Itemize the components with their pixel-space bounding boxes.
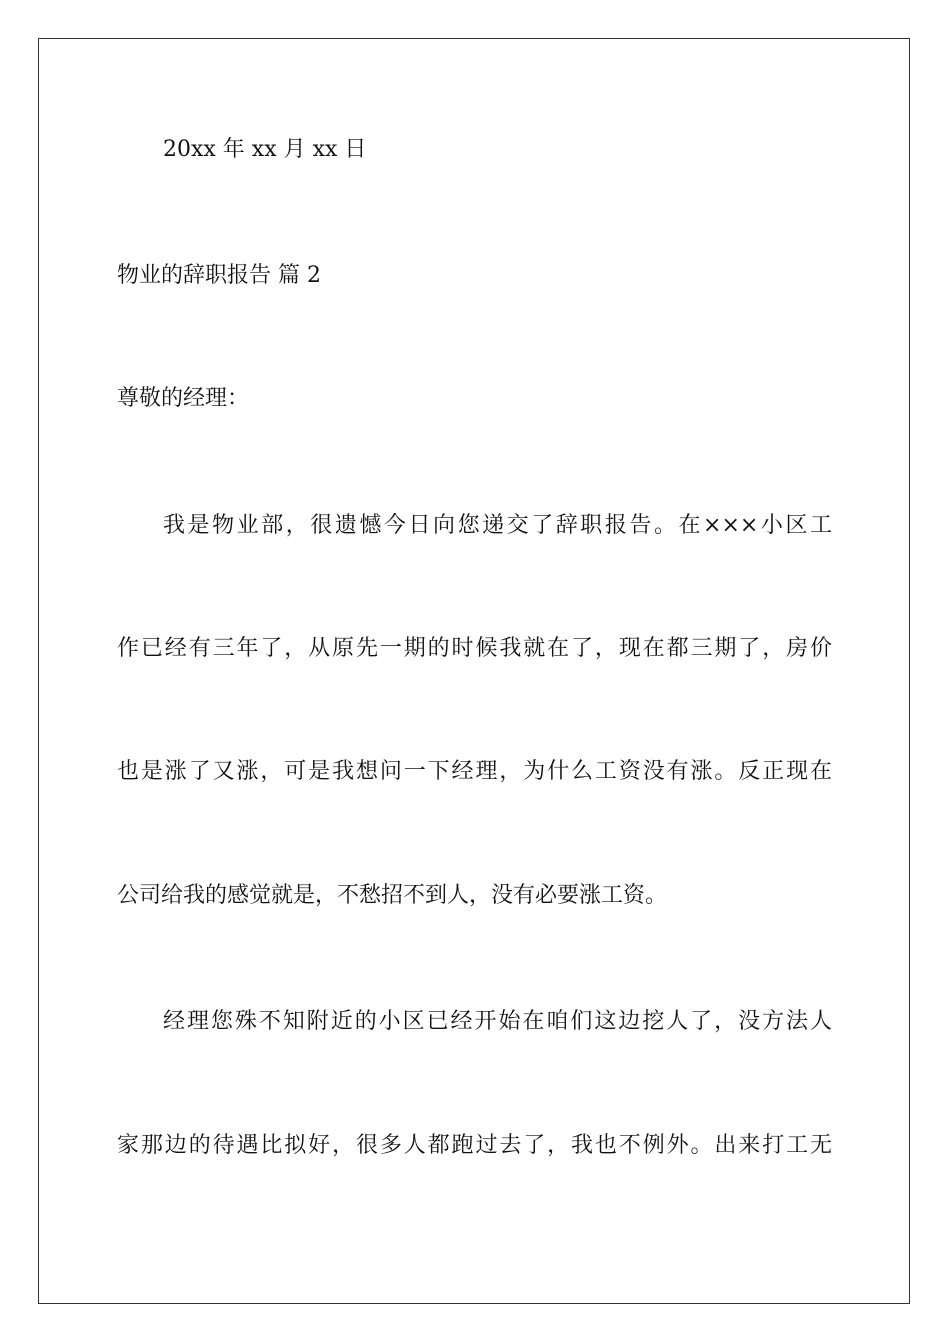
date-line: 20xx 年 xx 月 xx 日: [163, 137, 367, 162]
salutation: 尊敬的经理：: [117, 386, 250, 411]
paragraph-2-line-2: 家那边的待遇比拟好，很多人都跑过去了，我也不例外。出来打工无: [117, 1133, 832, 1158]
paragraph-1-line-4: 公司给我的感觉就是，不愁招不到人，没有必要涨工资。: [117, 883, 668, 908]
paragraph-1-line-2: 作已经有三年了，从原先一期的时候我就在了，现在都三期了，房价: [117, 636, 832, 661]
section-title: 物业的辞职报告 篇 2: [117, 263, 321, 288]
document-page: [38, 38, 910, 1304]
paragraph-1-line-1: 我是物业部，很遗憾今日向您递交了辞职报告。在×××小区工: [163, 513, 832, 538]
paragraph-2-line-1: 经理您殊不知附近的小区已经开始在咱们这边挖人了，没方法人: [163, 1009, 832, 1034]
paragraph-1-line-3: 也是涨了又涨，可是我想问一下经理，为什么工资没有涨。反正现在: [117, 759, 832, 784]
